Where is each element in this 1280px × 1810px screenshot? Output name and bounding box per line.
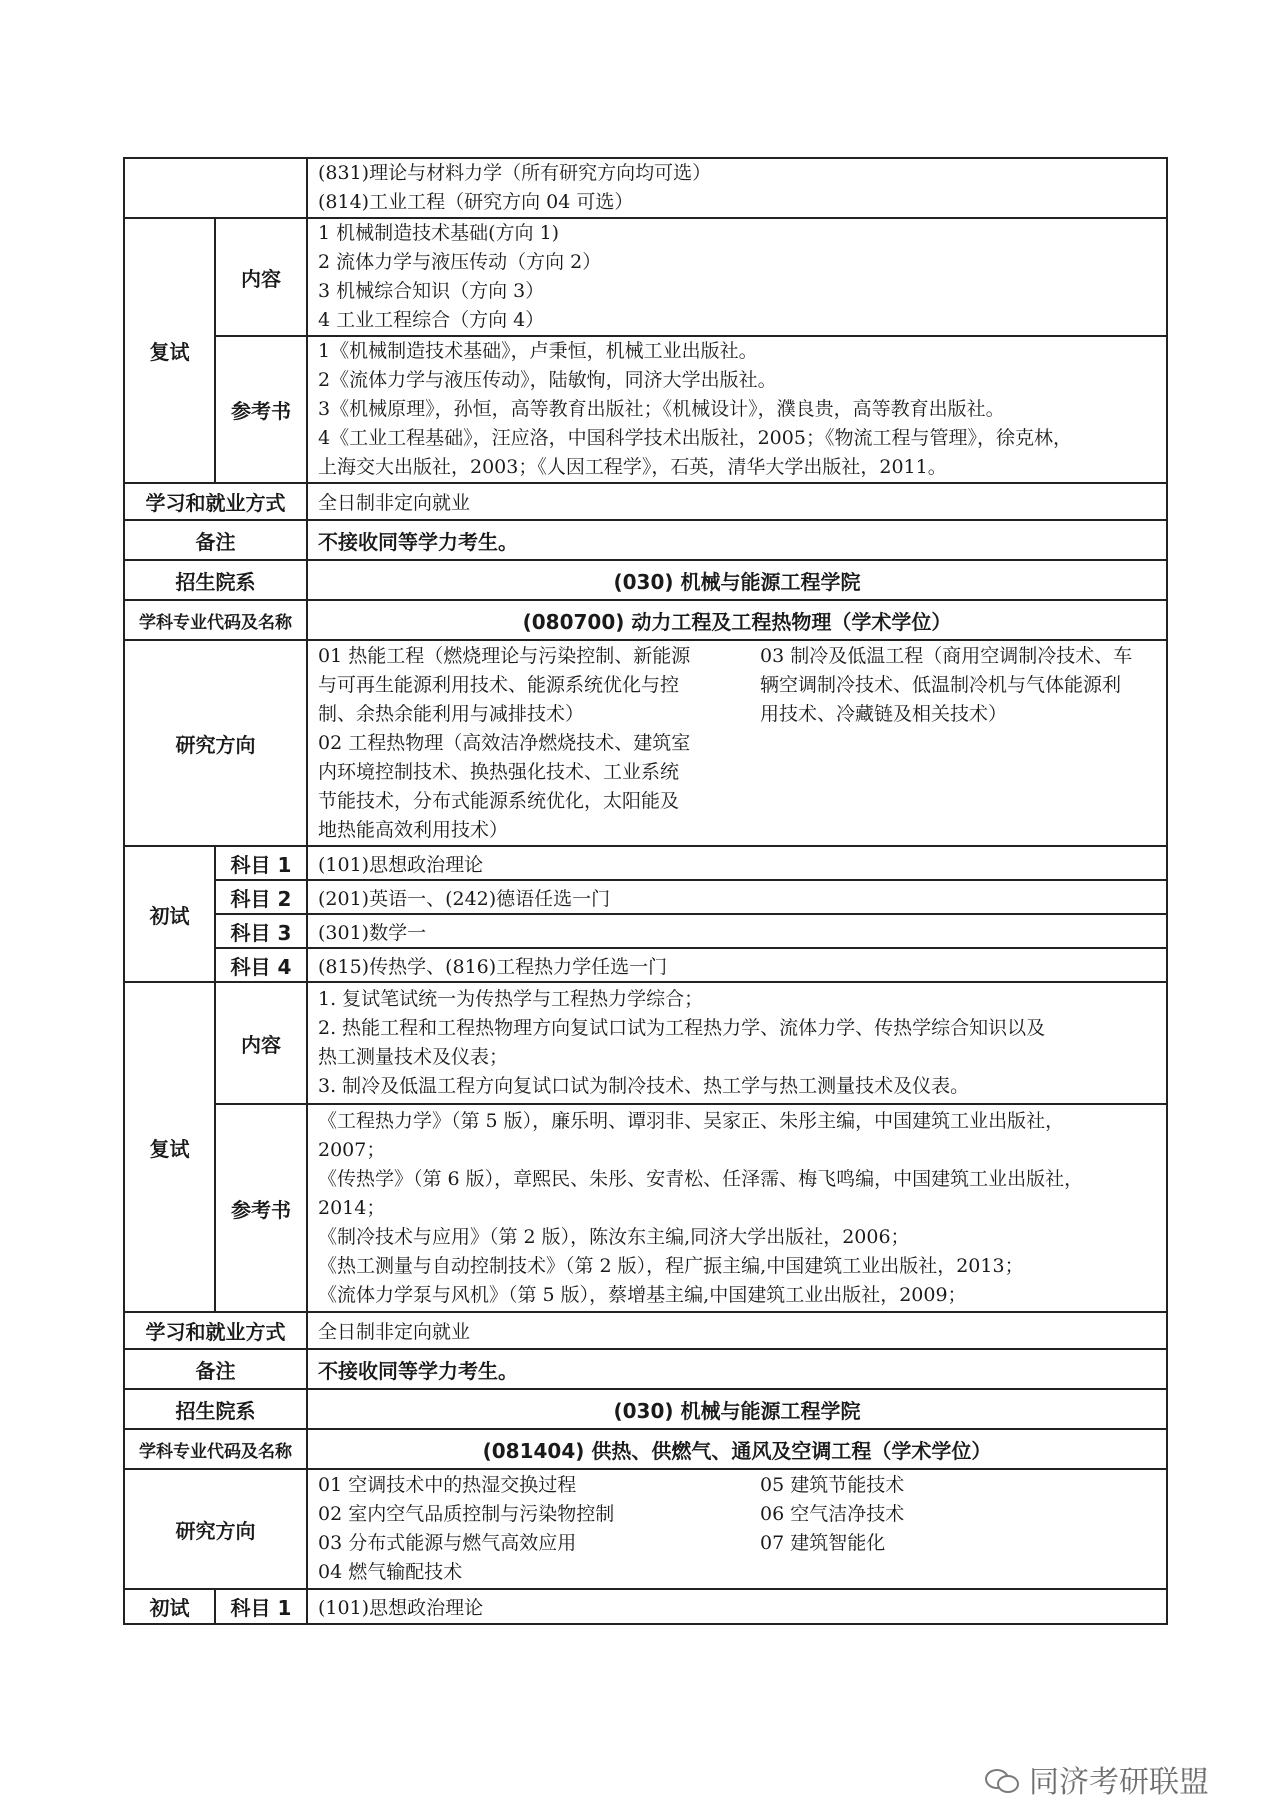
direction-line: 用技术、冷藏链及相关技术） bbox=[760, 702, 1008, 725]
department-value: (030) 机械与能源工程学院 bbox=[307, 1389, 1167, 1429]
major-value: (080700) 动力工程及工程热物理（学术学位） bbox=[307, 600, 1167, 640]
major-label: 学科专业代码及名称 bbox=[124, 1429, 307, 1469]
content-label: 内容 bbox=[215, 218, 307, 336]
book-line: 上海交大出版社，2003；《人因工程学》，石英，清华大学出版社，2011。 bbox=[318, 456, 947, 478]
subject-label: 科目 3 bbox=[215, 914, 307, 948]
content-line: 1 机械制造技术基础(方向 1) bbox=[318, 222, 560, 244]
book-line: 《工程热力学》（第 5 版），廉乐明、谭羽非、吴家正、朱彤主编，中国建筑工业出版社， bbox=[318, 1109, 1065, 1132]
content-label: 内容 bbox=[215, 982, 307, 1104]
direction-line: 地热能高效利用技术） bbox=[318, 818, 509, 841]
book-line: 《传热学》（第 6 版），章熙民、朱彤、安青松、任泽霈、梅飞鸣编，中国建筑工业出版社， bbox=[318, 1167, 1084, 1190]
book-line: 3《机械原理》，孙恒，高等教育出版社；《机械设计》，濮良贵，高等教育出版社。 bbox=[318, 398, 1005, 420]
subject-value: (201)英语一、(242)德语任选一门 bbox=[307, 880, 1167, 914]
books-label: 参考书 bbox=[215, 1104, 307, 1312]
subject-label: 科目 1 bbox=[215, 1589, 307, 1624]
empty-label-cell bbox=[124, 158, 307, 218]
book-line: 《流体力学泵与风机》（第 5 版），蔡增基主编,中国建筑工业出版社，2009； bbox=[318, 1283, 967, 1306]
first-exam-label: 初试 bbox=[124, 1589, 215, 1624]
retest-label: 复试 bbox=[124, 218, 215, 483]
subject-value: (301)数学一 bbox=[307, 914, 1167, 948]
content-line: 3. 制冷及低温工程方向复试口试为制冷技术、热工学与热工测量技术及仪表。 bbox=[318, 1075, 970, 1097]
direction-line: 03 分布式能源与燃气高效应用 bbox=[318, 1532, 577, 1554]
research-direction-cell bbox=[307, 1469, 1167, 1589]
subject-value: (101)思想政治理论 bbox=[307, 1589, 1167, 1624]
direction-line: 01 热能工程（燃烧理论与污染控制、新能源 bbox=[318, 644, 691, 667]
direction-line: 内环境控制技术、换热强化技术、工业系统 bbox=[318, 760, 680, 783]
content-line: 1. 复试笔试统一为传热学与工程热力学综合； bbox=[318, 988, 704, 1010]
direction-line: 02 工程热物理（高效洁净燃烧技术、建筑室 bbox=[318, 731, 691, 754]
direction-right-column bbox=[748, 642, 1166, 845]
first-exam-label: 初试 bbox=[124, 846, 215, 982]
subject-label: 科目 4 bbox=[215, 948, 307, 982]
retest-books-cell bbox=[307, 336, 1167, 483]
direction-line: 02 室内空气品质控制与污染物控制 bbox=[318, 1503, 615, 1525]
direction-line: 05 建筑节能技术 bbox=[760, 1474, 905, 1496]
top-line: (814)工业工程（研究方向 04 可选） bbox=[318, 191, 634, 213]
direction-left-column bbox=[318, 642, 748, 845]
study-mode-value: 全日制非定向就业 bbox=[307, 483, 1167, 520]
direction-line: 04 燃气输配技术 bbox=[318, 1561, 463, 1583]
direction-line: 辆空调制冷技术、低温制冷机与气体能源利 bbox=[760, 673, 1122, 696]
book-line: 《热工测量与自动控制技术》（第 2 版），程广振主编,中国建筑工业出版社，2013； bbox=[318, 1254, 1024, 1277]
content-line: 4 工业工程综合（方向 4） bbox=[318, 309, 545, 331]
department-label: 招生院系 bbox=[124, 1389, 307, 1429]
direction-line: 06 空气洁净技术 bbox=[760, 1503, 905, 1525]
top-line: (831)理论与材料力学（所有研究方向均可选） bbox=[318, 162, 712, 184]
remark-label: 备注 bbox=[124, 520, 307, 560]
book-line: 1《机械制造技术基础》，卢秉恒，机械工业出版社。 bbox=[318, 340, 758, 362]
study-mode-label: 学习和就业方式 bbox=[124, 483, 307, 520]
content-line: 2. 热能工程和工程热物理方向复试口试为工程热力学、流体力学、传热学综合知识以及 bbox=[318, 1017, 1046, 1039]
department-value: (030) 机械与能源工程学院 bbox=[307, 560, 1167, 600]
study-mode-value: 全日制非定向就业 bbox=[307, 1312, 1167, 1349]
retest-content-cell bbox=[307, 218, 1167, 336]
remark-value: 不接收同等学力考生。 bbox=[307, 1349, 1167, 1389]
subject-value: (101)思想政治理论 bbox=[307, 846, 1167, 880]
major-value: (081404) 供热、供燃气、通风及空调工程（学术学位） bbox=[307, 1429, 1167, 1469]
direction-line: 制、余热余能利用与减排技术） bbox=[318, 702, 585, 725]
remark-value: 不接收同等学力考生。 bbox=[307, 520, 1167, 560]
subject-value: (815)传热学、(816)工程热力学任选一门 bbox=[307, 948, 1167, 982]
retest-content-cell bbox=[307, 982, 1167, 1104]
wechat-icon bbox=[985, 1765, 1019, 1793]
watermark bbox=[985, 1757, 1209, 1801]
direction-line: 与可再生能源利用技术、能源系统优化与控 bbox=[318, 673, 680, 696]
book-line: 2《流体力学与液压传动》，陆敏恂，同济大学出版社。 bbox=[318, 369, 777, 391]
direction-line: 节能技术，分布式能源系统优化，太阳能及 bbox=[318, 789, 680, 812]
major-label: 学科专业代码及名称 bbox=[124, 600, 307, 640]
study-mode-label: 学习和就业方式 bbox=[124, 1312, 307, 1349]
retest-books-cell bbox=[307, 1104, 1167, 1312]
direction-left-column bbox=[318, 1471, 748, 1587]
books-label: 参考书 bbox=[215, 336, 307, 483]
direction-line: 01 空调技术中的热湿交换过程 bbox=[318, 1474, 577, 1496]
retest-label: 复试 bbox=[124, 982, 215, 1312]
direction-line: 03 制冷及低温工程（商用空调制冷技术、车 bbox=[760, 644, 1133, 667]
direction-line: 07 建筑智能化 bbox=[760, 1532, 886, 1554]
subject-label: 科目 2 bbox=[215, 880, 307, 914]
subject-label: 科目 1 bbox=[215, 846, 307, 880]
watermark-text: 同济考研联盟 bbox=[1029, 1765, 1209, 1800]
research-direction-label: 研究方向 bbox=[124, 640, 307, 846]
remark-label: 备注 bbox=[124, 1349, 307, 1389]
content-line: 3 机械综合知识（方向 3） bbox=[318, 280, 545, 302]
admission-table bbox=[123, 157, 1168, 1625]
top-subjects-cell bbox=[307, 158, 1167, 218]
department-label: 招生院系 bbox=[124, 560, 307, 600]
content-line: 2 流体力学与液压传动（方向 2） bbox=[318, 251, 602, 273]
content-line: 热工测量技术及仪表； bbox=[318, 1046, 509, 1068]
book-line: 4《工业工程基础》，汪应洛，中国科学技术出版社，2005；《物流工程与管理》，徐克林， bbox=[318, 427, 1072, 449]
book-line: 2007； bbox=[318, 1138, 386, 1161]
book-line: 《制冷技术与应用》（第 2 版），陈汝东主编,同济大学出版社，2006； bbox=[318, 1225, 910, 1248]
direction-right-column bbox=[748, 1471, 1166, 1587]
research-direction-label: 研究方向 bbox=[124, 1469, 307, 1589]
book-line: 2014； bbox=[318, 1196, 386, 1219]
research-direction-cell bbox=[307, 640, 1167, 846]
